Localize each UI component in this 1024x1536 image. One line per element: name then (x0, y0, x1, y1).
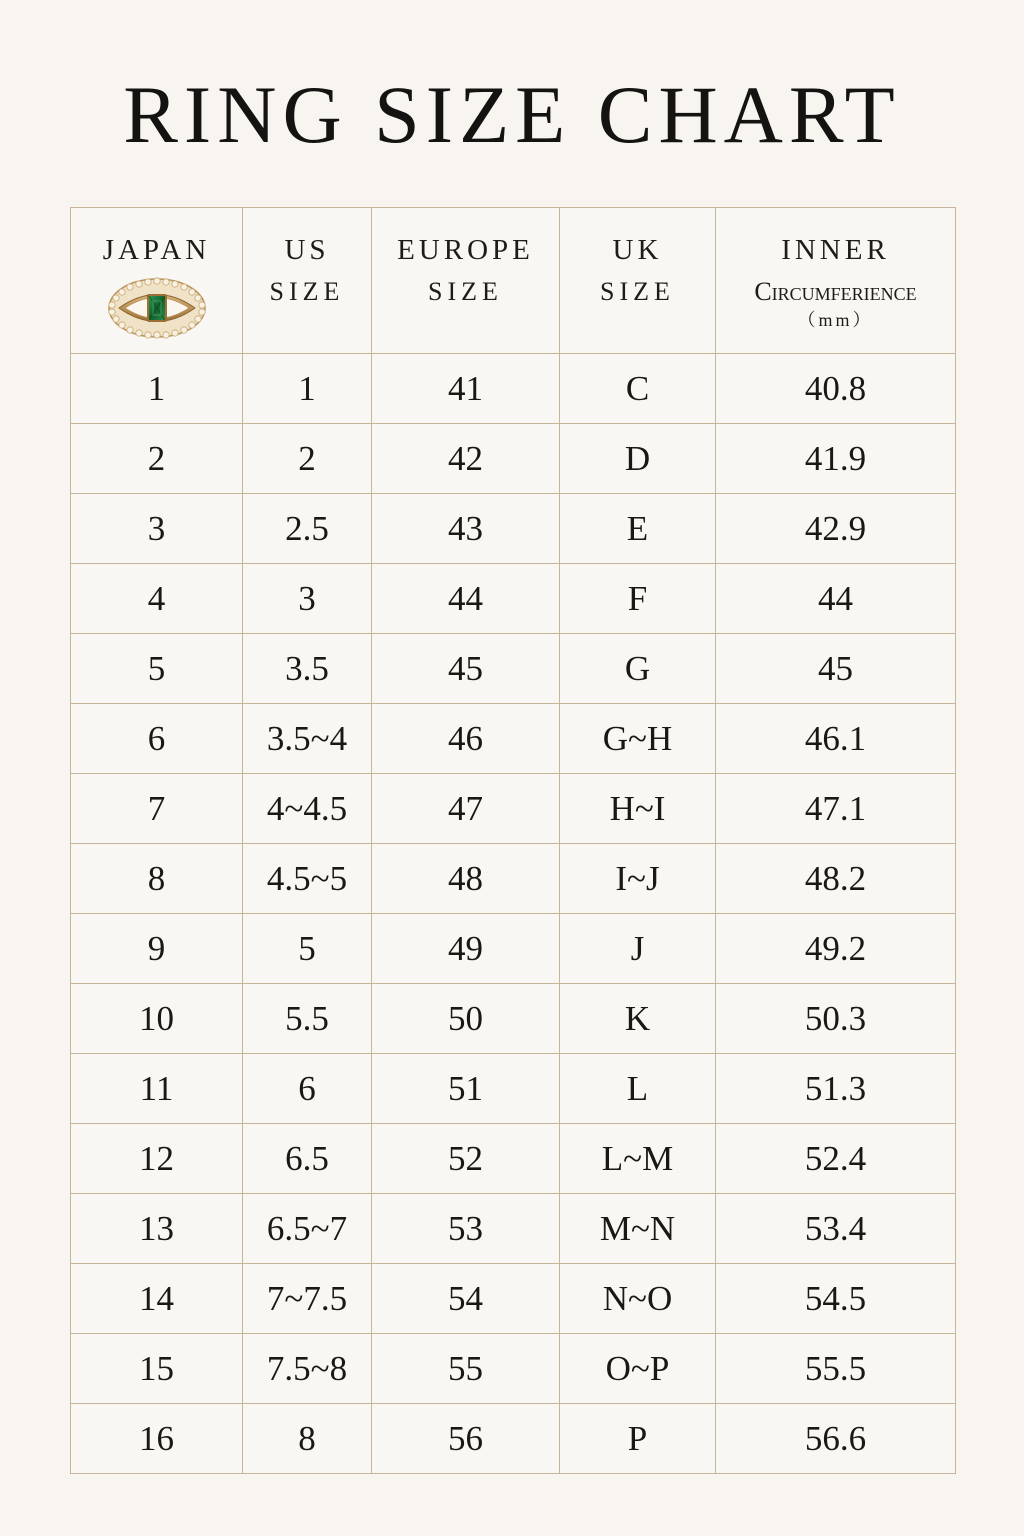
cell-europe-size: 51 (372, 1054, 560, 1124)
cell-japan: 10 (71, 984, 243, 1054)
table-row (71, 1124, 956, 1194)
cell-inner-circumference: 45 (716, 634, 956, 704)
table-row (71, 424, 956, 494)
cell-us-size: 2 (243, 424, 372, 494)
cell-europe-size: 45 (372, 634, 560, 704)
cell-europe-size: 41 (372, 354, 560, 424)
header-europe-line1: EUROPE (397, 234, 534, 266)
table-row (71, 1194, 956, 1264)
header-inner-line1: INNER (781, 234, 890, 266)
cell-japan: 14 (71, 1264, 243, 1334)
cell-us-size: 3 (243, 564, 372, 634)
cell-us-size: 8 (243, 1404, 372, 1474)
cell-europe-size: 49 (372, 914, 560, 984)
header-inner-circumference (716, 208, 956, 354)
cell-europe-size: 42 (372, 424, 560, 494)
cell-inner-circumference: 44 (716, 564, 956, 634)
cell-uk-size: C (560, 354, 716, 424)
header-row (71, 208, 956, 354)
cell-us-size: 7~7.5 (243, 1264, 372, 1334)
cell-inner-circumference: 53.4 (716, 1194, 956, 1264)
cell-japan: 7 (71, 774, 243, 844)
cell-inner-circumference: 55.5 (716, 1334, 956, 1404)
cell-japan: 13 (71, 1194, 243, 1264)
cell-uk-size: G (560, 634, 716, 704)
cell-uk-size: M~N (560, 1194, 716, 1264)
table-body (71, 354, 956, 1474)
table-row (71, 704, 956, 774)
cell-us-size: 5.5 (243, 984, 372, 1054)
cell-inner-circumference: 54.5 (716, 1264, 956, 1334)
cell-inner-circumference: 41.9 (716, 424, 956, 494)
cell-uk-size: K (560, 984, 716, 1054)
table-row (71, 494, 956, 564)
cell-japan: 15 (71, 1334, 243, 1404)
cell-europe-size: 52 (372, 1124, 560, 1194)
cell-inner-circumference: 52.4 (716, 1124, 956, 1194)
cell-europe-size: 54 (372, 1264, 560, 1334)
cell-uk-size: J (560, 914, 716, 984)
cell-uk-size: N~O (560, 1264, 716, 1334)
cell-uk-size: F (560, 564, 716, 634)
evil-eye-emerald-svg (107, 277, 207, 339)
cell-inner-circumference: 40.8 (716, 354, 956, 424)
cell-europe-size: 50 (372, 984, 560, 1054)
cell-europe-size: 44 (372, 564, 560, 634)
cell-uk-size: P (560, 1404, 716, 1474)
cell-europe-size: 55 (372, 1334, 560, 1404)
table-row (71, 844, 956, 914)
header-uk-line2: SIZE (600, 277, 675, 306)
cell-europe-size: 43 (372, 494, 560, 564)
cell-us-size: 6 (243, 1054, 372, 1124)
cell-inner-circumference: 47.1 (716, 774, 956, 844)
cell-us-size: 1 (243, 354, 372, 424)
table-row (71, 1404, 956, 1474)
cell-japan: 12 (71, 1124, 243, 1194)
table-row (71, 1264, 956, 1334)
cell-us-size: 4~4.5 (243, 774, 372, 844)
cell-japan: 6 (71, 704, 243, 774)
header-us-line2: SIZE (269, 277, 345, 306)
cell-japan: 11 (71, 1054, 243, 1124)
cell-uk-size: H~I (560, 774, 716, 844)
cell-us-size: 6.5 (243, 1124, 372, 1194)
cell-europe-size: 53 (372, 1194, 560, 1264)
cell-inner-circumference: 46.1 (716, 704, 956, 774)
cell-japan: 16 (71, 1404, 243, 1474)
cell-inner-circumference: 50.3 (716, 984, 956, 1054)
cell-uk-size: G~H (560, 704, 716, 774)
header-us-size (243, 208, 372, 354)
cell-inner-circumference: 49.2 (716, 914, 956, 984)
header-us-line1: US (284, 234, 330, 266)
cell-uk-size: L~M (560, 1124, 716, 1194)
evil-eye-emerald-icon (71, 265, 242, 345)
table-row (71, 774, 956, 844)
header-uk-size (560, 208, 716, 354)
ring-size-table (70, 207, 956, 1474)
cell-uk-size: O~P (560, 1334, 716, 1404)
page-title: RING SIZE CHART (123, 69, 901, 160)
table-header (71, 208, 956, 354)
header-inner-line2: Circumferience (754, 277, 917, 306)
cell-europe-size: 48 (372, 844, 560, 914)
cell-japan: 1 (71, 354, 243, 424)
cell-japan: 9 (71, 914, 243, 984)
cell-us-size: 4.5~5 (243, 844, 372, 914)
table-row (71, 634, 956, 704)
table-row (71, 1334, 956, 1404)
header-uk-line1: UK (612, 234, 663, 266)
table-row (71, 1054, 956, 1124)
cell-us-size: 5 (243, 914, 372, 984)
header-japan (71, 208, 243, 354)
cell-us-size: 6.5~7 (243, 1194, 372, 1264)
cell-japan: 4 (71, 564, 243, 634)
header-inner-unit: （mm） (797, 310, 874, 330)
cell-us-size: 7.5~8 (243, 1334, 372, 1404)
cell-us-size: 3.5 (243, 634, 372, 704)
cell-inner-circumference: 42.9 (716, 494, 956, 564)
header-japan-label: JAPAN (102, 234, 211, 266)
cell-uk-size: L (560, 1054, 716, 1124)
cell-japan: 5 (71, 634, 243, 704)
cell-japan: 2 (71, 424, 243, 494)
cell-europe-size: 56 (372, 1404, 560, 1474)
header-europe-size (372, 208, 560, 354)
cell-europe-size: 47 (372, 774, 560, 844)
cell-uk-size: I~J (560, 844, 716, 914)
cell-inner-circumference: 51.3 (716, 1054, 956, 1124)
cell-us-size: 3.5~4 (243, 704, 372, 774)
cell-japan: 3 (71, 494, 243, 564)
table-row (71, 564, 956, 634)
cell-europe-size: 46 (372, 704, 560, 774)
header-europe-line2: SIZE (428, 277, 503, 306)
cell-uk-size: D (560, 424, 716, 494)
cell-inner-circumference: 56.6 (716, 1404, 956, 1474)
cell-japan: 8 (71, 844, 243, 914)
cell-us-size: 2.5 (243, 494, 372, 564)
table-row (71, 914, 956, 984)
table-row (71, 354, 956, 424)
table-row (71, 984, 956, 1054)
cell-inner-circumference: 48.2 (716, 844, 956, 914)
cell-uk-size: E (560, 494, 716, 564)
